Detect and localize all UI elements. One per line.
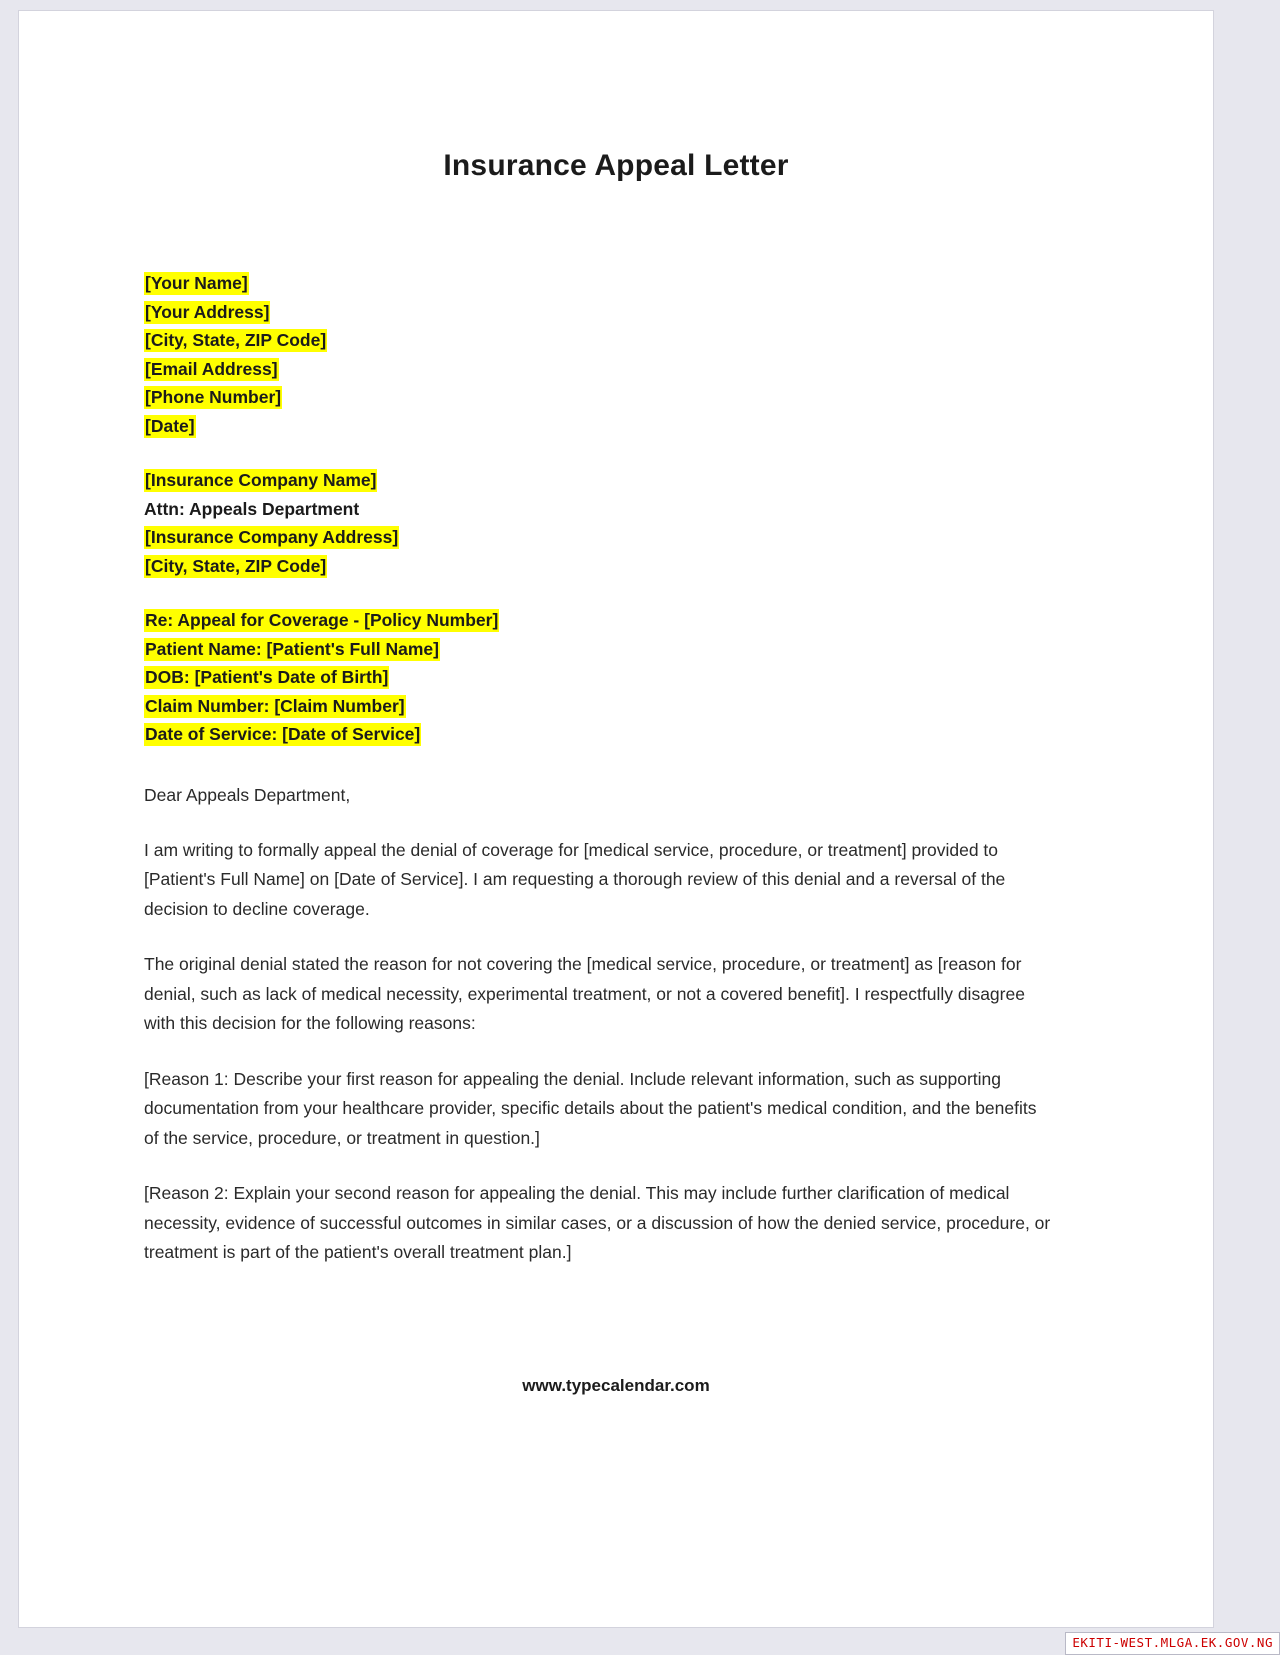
re-policy-number-field: Re: Appeal for Coverage - [Policy Number]: [145, 610, 499, 630]
sender-line: [144, 383, 1064, 412]
sender-address-field: [Your Address]: [145, 301, 270, 322]
body-paragraph-1: I am writing to formally appeal the denial of coverage for [medical service, procedure, or treatment] provided to [Patient's Full Name] on [Date of Service]. I am requesting a thorough review of this denial and a reversal of the decision to decline coverage.: [144, 839, 1006, 919]
sender-email-field: [Email Address]: [145, 358, 278, 379]
insurance-company-name-field: [Insurance Company Name]: [145, 470, 377, 490]
reference-block: [144, 606, 1064, 749]
body-paragraph-4: [Reason 2: Explain your second reason for appealing the denial. This may include further clarification of medical necessity, evidence of successful outcomes in similar cases, or a discussion of how the denied service, procedure, or treatment is part of the patient's overall treatment plan.]: [144, 1183, 1051, 1262]
attn-appeals-department-label: Attn: Appeals Department: [144, 498, 360, 519]
date-of-service-field: Date of Service: [Date of Service]: [145, 724, 421, 744]
sender-line: [144, 355, 1064, 384]
reference-line: [144, 663, 1064, 692]
body-paragraph-3: [Reason 1: Describe your first reason for appealing the denial. Include relevant information, such as supporting documentation from your healthcare provider, specific details about the patient's medical condition, and the benefits of the service, procedure, or treatment in question.]: [144, 1068, 1037, 1148]
patient-name-field: Patient Name: [Patient's Full Name]: [145, 638, 439, 659]
page-title: Insurance Appeal Letter: [443, 149, 789, 182]
site-watermark-badge: EKITI-WEST.MLGA.EK.GOV.NG: [1065, 1632, 1280, 1655]
sender-name-field: [Your Name]: [145, 273, 248, 293]
reference-line: [144, 692, 1064, 721]
recipient-line: [144, 552, 1064, 581]
date-field: [Date]: [145, 415, 195, 436]
document-page: [18, 10, 1214, 1628]
sender-line: [144, 326, 1064, 355]
reference-line: [144, 720, 1064, 749]
sender-city-state-zip-field: [City, State, ZIP Code]: [145, 330, 327, 350]
sender-phone-field: [Phone Number]: [145, 387, 282, 407]
footer-website-url: www.typecalendar.com: [522, 1376, 710, 1395]
reference-line: [144, 606, 1064, 635]
insurance-city-state-zip-field: [City, State, ZIP Code]: [145, 555, 327, 576]
sender-line: [144, 298, 1064, 327]
claim-number-field: Claim Number: [Claim Number]: [145, 695, 405, 716]
recipient-line: [144, 466, 1064, 495]
recipient-address-block: [144, 466, 1064, 580]
recipient-line: [144, 523, 1064, 552]
insurance-company-address-field: [Insurance Company Address]: [145, 527, 399, 547]
document-body: [144, 269, 1064, 1294]
sender-line: [144, 412, 1064, 441]
recipient-line: [144, 495, 1064, 524]
salutation: Dear Appeals Department,: [144, 784, 351, 805]
sender-line: [144, 269, 1064, 298]
patient-dob-field: DOB: [Patient's Date of Birth]: [145, 667, 389, 687]
reference-line: [144, 635, 1064, 664]
sender-address-block: [144, 269, 1064, 440]
body-paragraph-2: The original denial stated the reason for not covering the [medical service, procedure, or treatment] as [reason for denial, such as lack of medical necessity, experimental treatment, or not a covered benefit]. I respectfully disagree with this decision for the following reasons:: [144, 954, 1025, 1033]
